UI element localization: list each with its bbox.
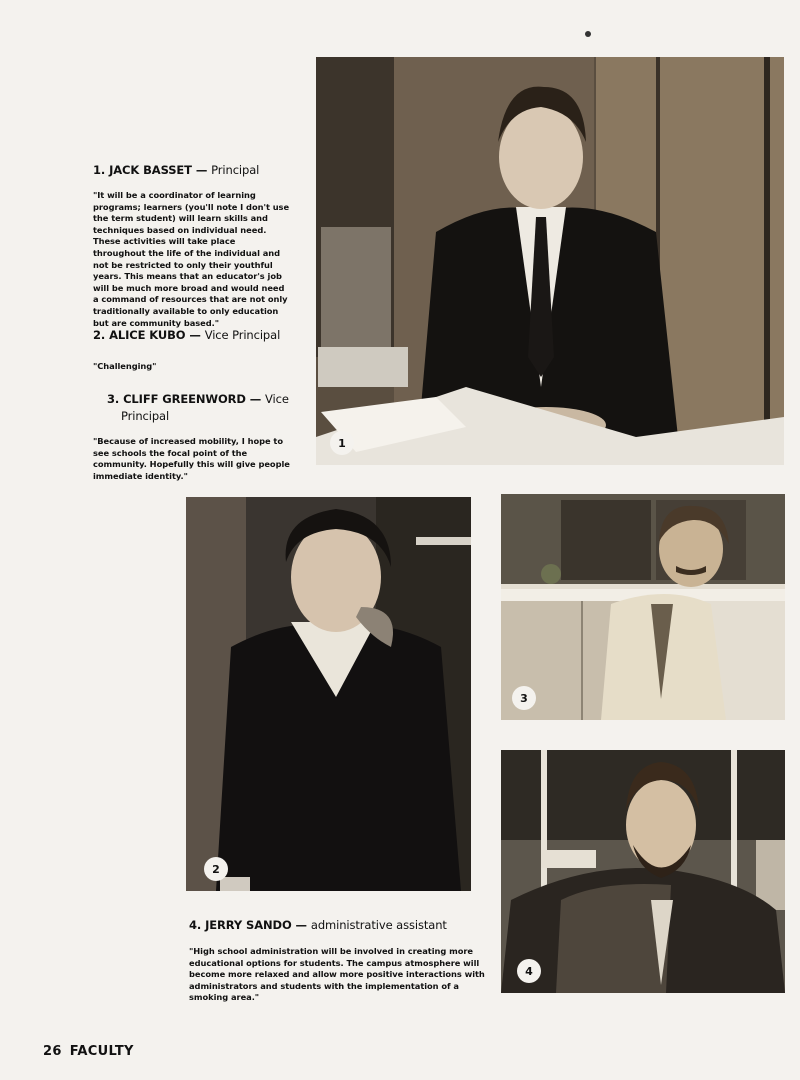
page-footer: [43, 1044, 134, 1059]
page-number: 26: [43, 1044, 62, 1059]
entry-1-role: Principal: [211, 163, 260, 177]
photo-4-badge: 4: [517, 959, 541, 983]
entry-4-role: administrative assistant: [310, 918, 447, 932]
entry-4-name: 4. JERRY SANDO: [189, 918, 292, 932]
entry-1-name: 1. JACK BASSET: [93, 163, 192, 177]
entry-4-heading: 4. JERRY SANDO — administrative assistant: [189, 918, 447, 932]
photo-3-badge: 3: [512, 686, 536, 710]
photo-2-badge: 2: [204, 857, 228, 881]
entry-2-role: Vice Principal: [204, 328, 281, 342]
photo-4-image: [501, 750, 785, 993]
photo-1-badge: 1: [330, 431, 354, 455]
photo-1-image: [316, 57, 784, 465]
photo-4: [501, 750, 785, 993]
print-mark: [585, 31, 591, 37]
entry-3-role: Vice Principal: [121, 392, 289, 423]
entry-2-quote: "Challenging": [93, 361, 157, 371]
entry-1-heading: 1. JACK BASSET — Principal: [93, 163, 260, 177]
photo-3-image: [501, 494, 785, 720]
photo-3: [501, 494, 785, 720]
entry-3-heading: 3. CLIFF GREENWORD — Vice Principal: [107, 392, 289, 423]
entry-3-name: 3. CLIFF GREENWORD: [107, 392, 246, 406]
entry-2-name: 2. ALICE KUBO: [93, 328, 186, 342]
entry-4-quote: "High school administration will be involved in creating more educational options for students. The campus atmosphere will become more relaxed and allow more positive interactions with administrators and students with the implementation of a smoking area.": [189, 946, 485, 1003]
photo-2-image: [186, 497, 471, 891]
entry-1-quote: "It will be a coordinator of learning programs; learners (you'll note I don't use the term student) will learn skills and techniques based on individual need. These activities will take place throughout the life of the individual and not be restricted to only their youthful years. This means that an educator's job will be much more broad and would need a command of resources that are not only traditionally available to only education but are community based.": [93, 190, 290, 328]
section-title: FACULTY: [69, 1044, 134, 1059]
entry-2-heading: 2. ALICE KUBO — Vice Principal: [93, 328, 281, 342]
photo-1: [316, 57, 784, 465]
photo-2: [186, 497, 471, 891]
entry-3-quote: "Because of increased mobility, I hope to see schools the focal point of the community. Hopefully this will give people immediate identity.": [93, 436, 290, 481]
